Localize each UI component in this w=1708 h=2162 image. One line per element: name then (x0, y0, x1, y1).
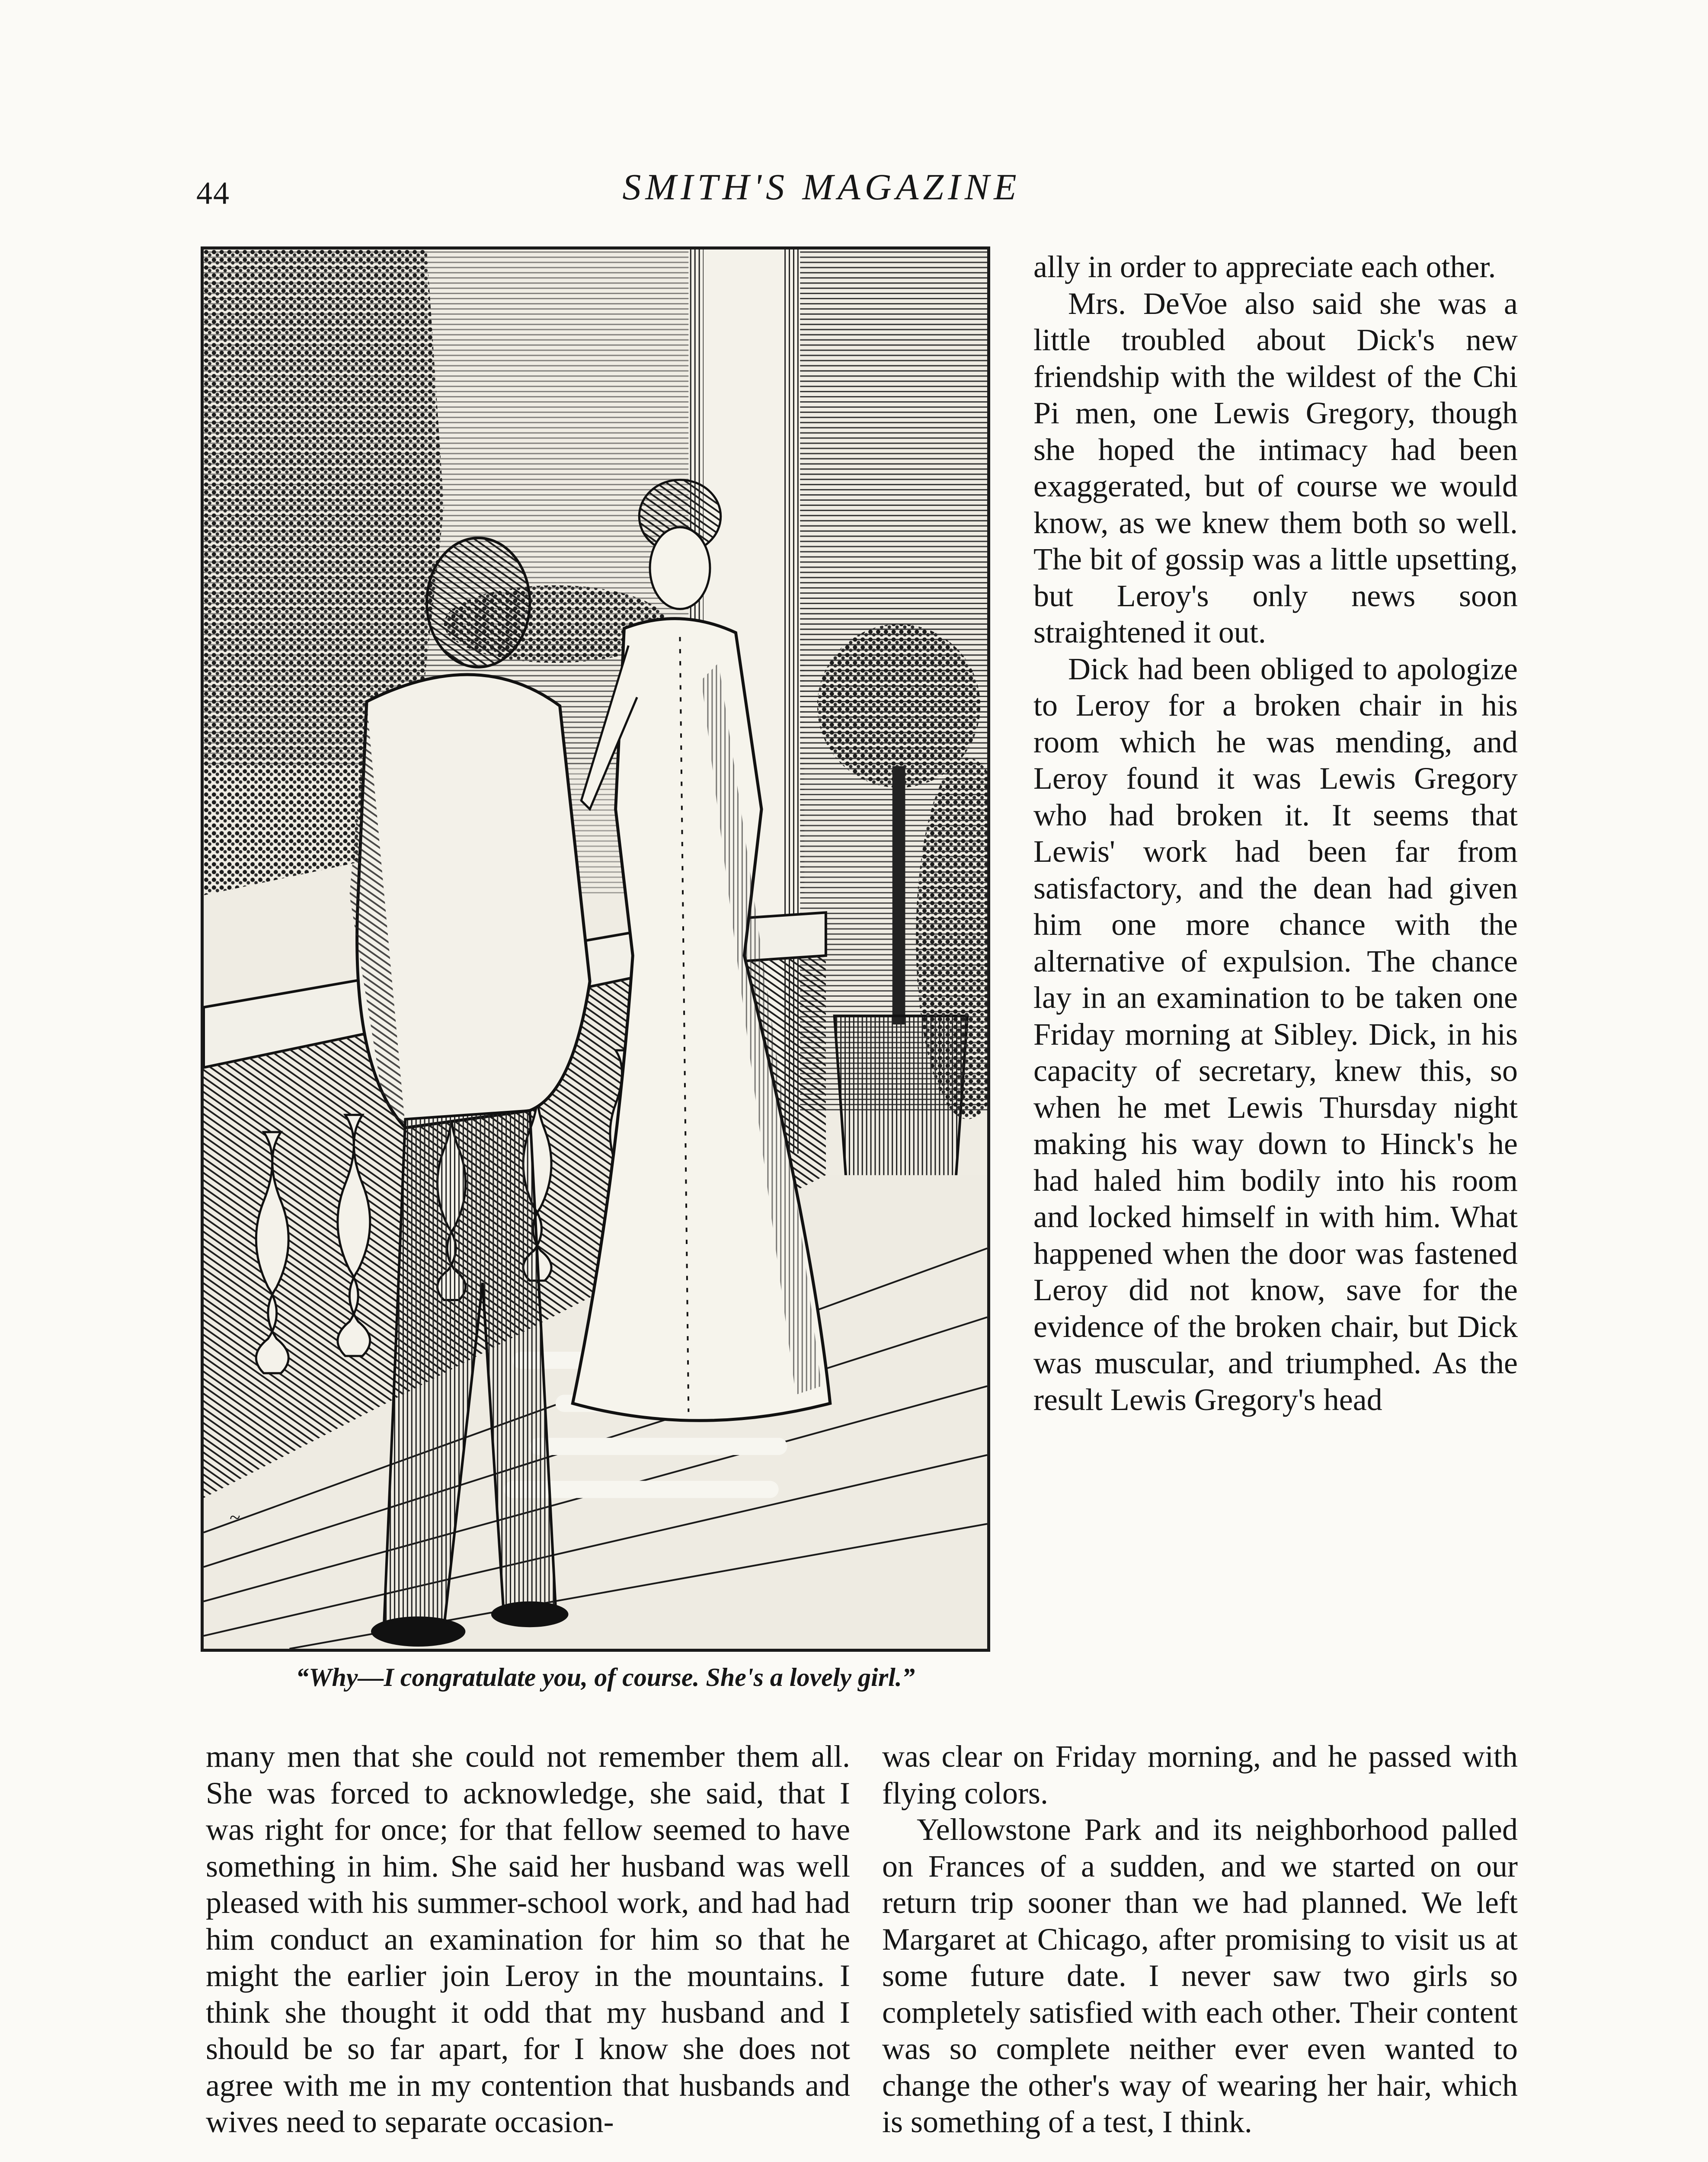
paragraph: was clear on Friday morning, and he passed with flying colors. (882, 1739, 1518, 1810)
engraving-veranda-scene (204, 249, 987, 1649)
paragraph: many men that she could not remember them all. She was forced to acknowledge, she said, that I was right for once; for that fellow seemed to have something in him. She said her husband was well pleased with his summer-school work, and had had him conduct an examination for him so that he might the earlier join Leroy in the mountains. I think she thought it odd that my husband and I should be so far apart, for I know she does not agree with me in my contention that husbands and wives need to separate occasion- (206, 1739, 850, 2139)
paragraph: ally in order to appreciate each other. (1033, 249, 1496, 284)
page-number: 44 (196, 176, 230, 211)
article-column-right-upper (1033, 249, 1518, 1418)
article-column-right-lower (882, 1738, 1518, 2140)
paragraph: Mrs. DeVoe also said she was a little troubled about Dick's new friendship with the wildest of the Chi Pi men, one Lewis Gregory, though she hoped the intimacy had been exaggerated, but of course we would know, as we knew them both so well. The bit of gossip was a little upsetting, but Leroy's only news soon straightened it out. (1033, 286, 1518, 649)
paragraph: Dick had been obliged to apologize to Leroy for a broken chair in his room which he was mending, and Leroy found it was Lewis Gregory who had broken it. It seems that Lewis' work had been far from satisfactory, and the dean had given him one more chance with the alternative of expulsion. The chance lay in an examination to be taken one Friday morning at Sibley. Dick, in his capacity of secretary, knew this, so when he met Lewis Thursday night making his way down to Hinck's he had haled him bodily into his room and locked himself in with him. What happened when the door was fastened Leroy did not know, save for the evidence of the broken chair, but Dick was muscular, and triumphed. As the result Lewis Gregory's head (1033, 651, 1518, 1417)
running-head: SMITH'S MAGAZINE (622, 166, 1021, 208)
article-column-left-lower (206, 1738, 850, 2140)
illustration-caption: “Why—I congratulate you, of course. She's a lovely girl.” (296, 1663, 915, 1692)
svg-text:~: ~ (229, 1506, 240, 1529)
paragraph: Yellowstone Park and its neighborhood palled on Frances of a sudden, and we started on our return trip sooner than we had planned. We left Margaret at Chicago, after promising to visit us at some future date. I never saw two girls so completely satisfied with each other. Their content was so complete neither ever even wanted to change the other's way of wearing her hair, which is something of a test, I think. (882, 1812, 1518, 2139)
illustration (201, 246, 990, 1652)
